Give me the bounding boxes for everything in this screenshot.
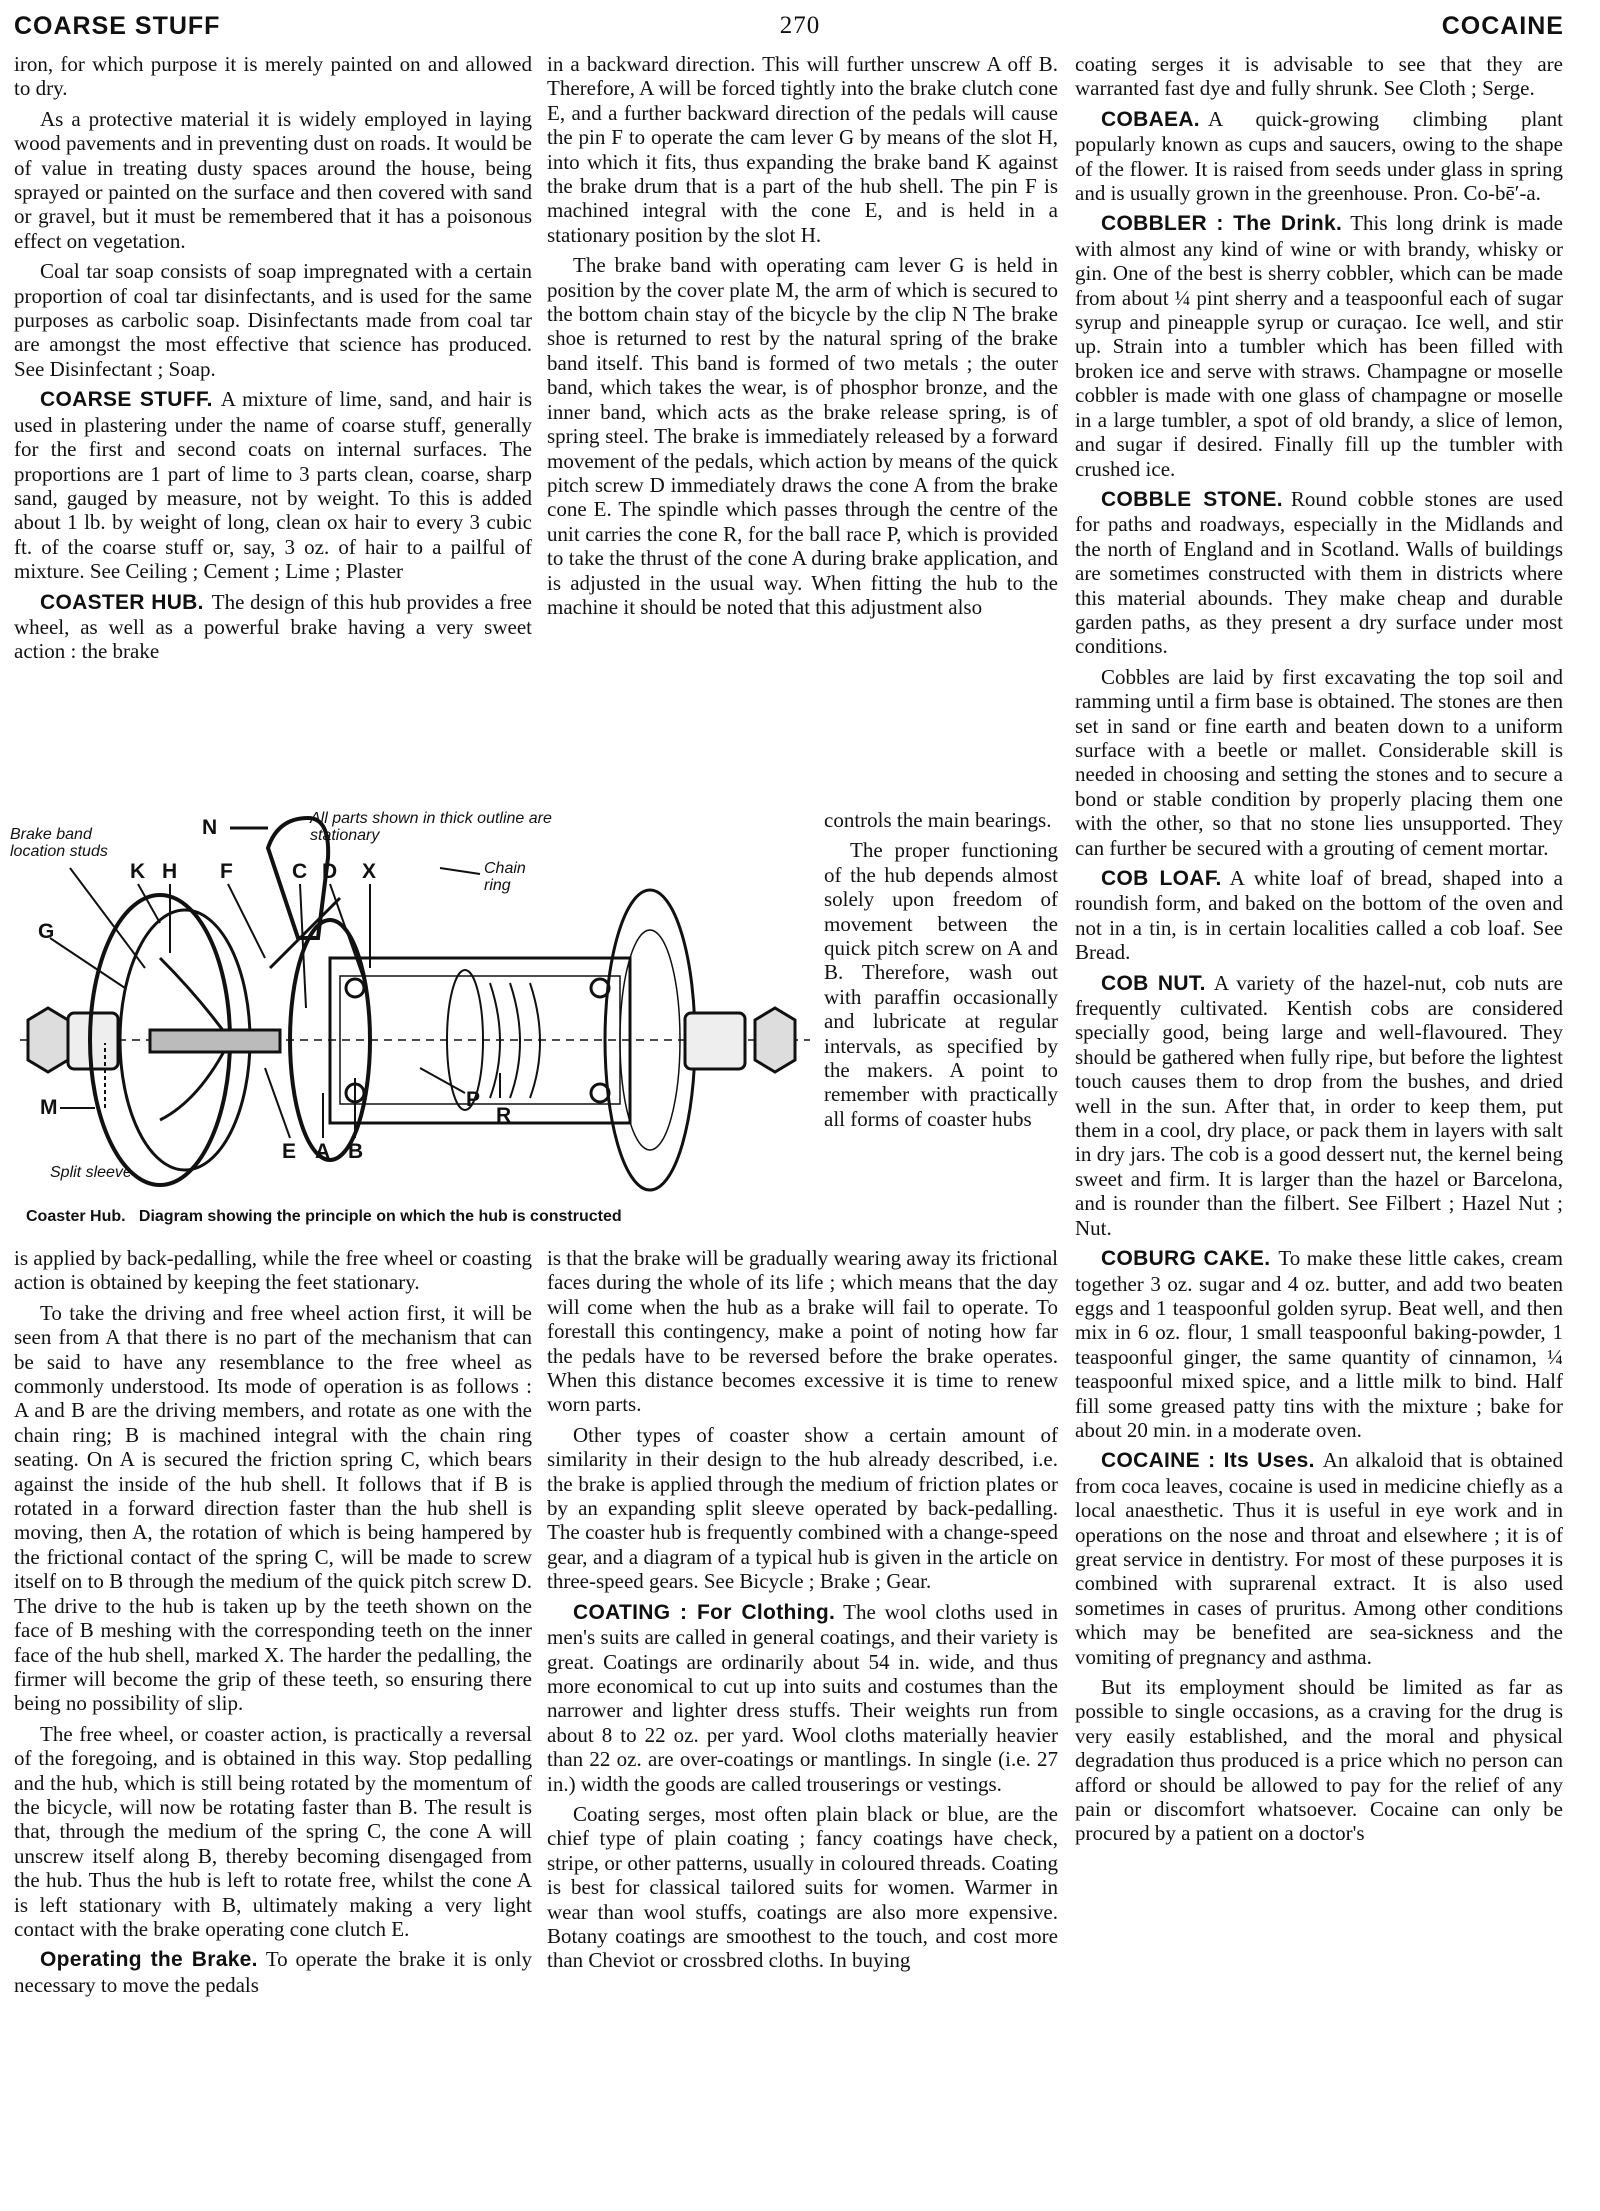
paragraph xyxy=(14,1246,532,1295)
label-B: B xyxy=(348,1140,364,1163)
paragraph-text: Round cobble stones are used for paths and roadways, especially in the Midlands and the north of England and in Scotland. Walls of buildings are sometimes constructed with them in districts where this material abounds. They make cheap and durable garden paths, as they present a dry surface under most conditions. xyxy=(1075,486,1563,659)
label-A: A xyxy=(315,1140,331,1163)
entry-paragraph xyxy=(1075,211,1563,480)
paragraph-text: An alkaloid that is obtained from coca leaves, cocaine is used in medicine chiefly as a local anaesthetic. Thus it is useful in eye work and in operations on the nose and throat and elsewhere ; it is of great service in dentistry. For most of these purposes it is combined with suprarenal extract. It is also used sometimes in cases of pruritus. Among other conditions which may be benefited are sea-sickness and the vomiting of pregnancy and asthma. xyxy=(1075,1448,1563,1669)
figure-caption: Coaster Hub. Diagram showing the principle on which the hub is constructed xyxy=(26,1208,622,1225)
label-R: R xyxy=(496,1104,512,1127)
column-1-top xyxy=(14,52,532,670)
paragraph-text: A white loaf of bread, shaped into a roundish form, and baked on the bottom of the oven and not in a tin, is in certain localities called a cob loaf. See Bread. xyxy=(1075,866,1563,965)
label-D: D xyxy=(322,860,338,883)
entry-heading: COCAINE : Its Uses. xyxy=(1101,1449,1315,1473)
entry-paragraph xyxy=(1075,1448,1563,1669)
paragraph-text: A variety of the hazel-nut, cob nuts are frequently cultivated. Kentish cobs are considered specially good, being large and well-flavoured. They should be gathered when fully ripe, but before the lightest touch causes them to drop from the bushes, and dried well in the sun. After that, in order to keep them, put them in a cool, dry place, or pack them in layers with salt in dry jars. The cob is a good dessert nut, the kernel being sweet and firm. It is larger than the hazel or Barcelona, and is rounder than the filbert. See Filbert ; Hazel Nut ; Nut. xyxy=(1075,970,1563,1240)
entry-heading: Operating the Brake. xyxy=(40,1948,258,1972)
column-3 xyxy=(1075,52,1563,1852)
paragraph xyxy=(547,1246,1058,1417)
paragraph-text: This long drink is made with almost any kind of wine or with brandy, whisky or gin. One of the best is sherry cobbler, which can be made from about ¼ pint sherry and a teaspoonful each of sugar syrup and pineapple syrup or curaçao. Ice well, and stir up. Strain into a tumbler which has been filled with broken ice and serve with straws. Champagne or moselle cobbler is made with one glass of champagne or moselle in a large tumbler, a spot of old brandy, a slice of lemon, and sugar if desired. Finally fill up the tumbler with crushed ice. xyxy=(1075,211,1563,481)
label-G: G xyxy=(38,920,55,943)
paragraph-text: The free wheel, or coaster action, is practically a reversal of the foregoing, and is obtained in this way. Stop pedalling and the hub, which is still being rotated by the momentum of the bicycle, will now be rotating faster than B. The result is that, through the medium of the spring C, the cone A will unscrew itself along B, thereby becoming disengaged from the hub. Thus the hub is left to rotate free, whilst the cone A is left stationary with B, ultimately making a very light contact with the brake operating cone clutch E. xyxy=(14,1721,532,1941)
running-head-left: COARSE STUFF xyxy=(14,12,221,40)
stationary-note: All parts shown in thick outline are stationary xyxy=(310,810,552,844)
entry-heading: COBBLER : The Drink. xyxy=(1101,212,1343,236)
entry-heading: COB LOAF. xyxy=(1101,867,1222,890)
entry-paragraph xyxy=(14,387,532,583)
label-C: C xyxy=(292,860,308,883)
running-head-right: COCAINE xyxy=(1441,12,1564,40)
studs-label: Brake band location studs xyxy=(10,826,108,860)
paragraph xyxy=(14,52,532,101)
paragraph-text: A quick-growing climbing plant popularly known as cups and saucers, owing to the shape of the flower. It is raised from seeds under glass in spring and is usually grown in the greenhouse. Pron. Co-bē′-a. xyxy=(1075,106,1563,206)
column-2-top xyxy=(547,52,1058,625)
paragraph-text: Other types of coaster show a certain amount of similarity in their design to the hub already described, i.e. the brake is applied through the medium of friction plates or by an expanding split sleeve operated by back-pedalling. The coaster hub is frequently combined with a change-speed gear, and a diagram of a typical hub is given in the article on three-speed gears. See Bicycle ; Brake ; Gear. xyxy=(547,1422,1058,1594)
entry-heading: COBAEA. xyxy=(1101,107,1200,131)
paragraph xyxy=(824,808,1058,832)
paragraph-text: The wool cloths used in men's suits are called in general coatings, and their variety is great. Coatings are ordinarily about 54 in. wide, and thus more economical to cut up into suits and costumes than the narrower and lighter dress stuffs. Their weights run from about 8 to 22 oz. per yard. Wool cloths materially heavier than 22 oz. are over-coatings or mantlings. In single (i.e. 27 in.) width the goods are called trouserings or vestings. xyxy=(547,1599,1059,1796)
paragraph xyxy=(14,259,532,381)
entry-heading: COBBLE STONE. xyxy=(1101,487,1283,511)
paragraph-text: To operate the brake it is only necessary to move the pedals xyxy=(14,1947,533,1997)
column-1-bottom xyxy=(14,1246,532,2003)
paragraph-text: Cobbles are laid by first excavating the top soil and ramming until a firm base is obtained. The stones are then set in sand or fine earth and beaten down to a uniform surface with a beetle or mallet. Considerable skill is needed in choosing and setting the stones and to secure a bond or stable condition by properly placing them one with the other, so that no stone lies unsupported. They can further be secured with a grouting of cement mortar. xyxy=(1075,664,1563,860)
entry-heading: COASTER HUB. xyxy=(40,590,204,614)
chain-ring-label: Chain ring xyxy=(484,860,526,894)
entry-paragraph xyxy=(547,1600,1058,1796)
paragraph-text: controls the main bearings. xyxy=(824,808,1052,832)
paragraph-text: A mixture of lime, sand, and hair is used in plastering under the name of coarse stuff, generally for the first and second coats on internal surfaces. The proportions are 1 part of lime to 3 parts clean, coarse, sharp sand, gauged by measure, not by weight. To this is added about 1 lb. by weight of long, clean ox hair to every 3 cubic ft. of the coarse stuff or, say, 3 oz. of hair to a pailful of mixture. See Ceiling ; Cement ; Lime ; Plaster xyxy=(14,387,532,584)
paragraph-text: is applied by back-pedalling, while the free wheel or coasting action is obtained by keeping the feet stationary. xyxy=(14,1246,532,1295)
paragraph xyxy=(1075,1675,1563,1846)
label-K: K xyxy=(130,860,146,883)
entry-paragraph xyxy=(1075,487,1563,659)
paragraph xyxy=(547,253,1058,619)
paragraph-text: The proper functioning of the hub depends almost solely upon freedom of movement between the quick pitch screw on A and B. Therefore, wash out with paraffin occasionally and lubricate at regular intervals, as specified by the makers. A point to remember with practically all forms of coaster hubs xyxy=(824,838,1058,1131)
paragraph xyxy=(547,1423,1058,1594)
label-M: M xyxy=(40,1096,58,1119)
entry-paragraph xyxy=(1075,107,1563,206)
entry-heading: COBURG CAKE. xyxy=(1101,1247,1271,1271)
label-N: N xyxy=(202,816,218,839)
paragraph-text: As a protective material it is widely employed in laying wood pavements and in preventing dust on roads. It would be of value in treating dusty spaces around the house, being sprayed or painted on the surface and then covered with sand or gravel, but it must be remembered that it has a poisonous effect on vegetation. xyxy=(14,106,532,253)
paragraph-text: Coal tar soap consists of soap impregnated with a certain proportion of coal tar disinfectants, and is used for the same purposes as carbolic soap. Disinfectants made from coal tar are amongst the most effective that science has produced. See Disinfectant ; Soap. xyxy=(14,259,532,381)
paragraph xyxy=(547,1802,1058,1973)
paragraph xyxy=(14,1722,532,1942)
paragraph-text: The design of this hub provides a free wheel, as well as a powerful brake having a very sweet action : the brake xyxy=(14,589,532,664)
label-F: F xyxy=(220,860,233,883)
paragraph xyxy=(547,52,1058,247)
coaster-hub-figure xyxy=(10,808,815,1240)
page-number: 270 xyxy=(779,12,821,39)
entry-heading: COARSE STUFF. xyxy=(40,388,213,412)
paragraph-text: iron, for which purpose it is merely painted on and allowed to dry. xyxy=(14,52,532,101)
paragraph-text: coating serges it is advisable to see that they are warranted fast dye and fully shrunk. See Cloth ; Serge. xyxy=(1075,52,1563,101)
paragraph xyxy=(14,107,532,253)
entry-paragraph xyxy=(1075,866,1563,965)
paragraph-text: Coating serges, most often plain black or blue, are the chief type of plain coating ; fancy coatings have check, stripe, or other patterns, usually in coloured threads. Coating is best for classical tailored suits for women. Warmer in wear than wool stuffs, coatings are also more expensive. Botany coatings are smoothest to the touch, and cost more than Cheviot or crossbred cloths. In buying xyxy=(547,1801,1058,1973)
paragraph-text: But its employment should be limited as far as possible to single occasions, as a craving for the drug is very easily established, and the moral and physical degradation thus produced is a price which no person can afford or should be allowed to pay for the relief of any pain or discomfort whatsoever. Cocaine can only be procured by a patient on a doctor's xyxy=(1075,1675,1563,1846)
paragraph-text: in a backward direction. This will further unscrew A off B. Therefore, A will be forced tightly into the brake clutch cone E, and a further backward direction of the pedals will cause the pin F to operate the cam lever G by means of the slot H, into which it fits, thus expanding the brake band K against the brake drum that is a part of the hub shell. The pin F is machined integral with the cone E, and is held in a stationary position by the slot H. xyxy=(547,52,1058,247)
entry-paragraph xyxy=(14,590,532,664)
split-sleeve-label: Split sleeve xyxy=(50,1164,132,1181)
entry-heading: COB NUT. xyxy=(1101,971,1206,995)
paragraph xyxy=(14,1301,532,1716)
paragraph-text: To make these little cakes, cream together 3 oz. sugar and 4 oz. butter, and add two beaten eggs and 1 teaspoonful golden syrup. Beat well, and then mix in 6 oz. flour, 1 small teaspoonful baking-powder, 1 teaspoonful ginger, the same quantity of cinnamon, ¼ teaspoonful mixed spice, and a little milk to bind. Half fill some greased patty tins with the mixture ; bake for about 20 min. in a moderate oven. xyxy=(1075,1246,1564,1442)
entry-paragraph xyxy=(14,1947,532,1997)
entry-heading: COATING : For Clothing. xyxy=(573,1600,836,1624)
entry-paragraph xyxy=(1075,971,1563,1240)
paragraph xyxy=(824,838,1058,1131)
column-2-bottom xyxy=(547,1246,1058,1979)
label-H: H xyxy=(162,860,178,883)
paragraph xyxy=(1075,665,1563,860)
paragraph-text: The brake band with operating cam lever G is held in position by the cover plate M, the arm of which is secured to the bottom chain stay of the bicycle by the clip N The brake shoe is returned to rest by the natural spring of the brake band itself. This band is formed of two metals ; the outer band, which takes the wear, is of phosphor bronze, and the inner band, which acts as the brake release spring, is of spring steel. The brake is immediately released by a forward movement of the pedals, which action by means of the quick pitch screw D immediately draws the cone A from the brake cone E. The spindle which passes through the centre of the unit carries the cone R, for the ball race P, which is provided to take the thrust of the cone A during brake application, and is adjusted in the usual way. When fitting the hub to the machine it should be noted that this adjustment also xyxy=(547,253,1058,619)
paragraph xyxy=(1075,52,1563,101)
paragraph-text: To take the driving and free wheel action first, it will be seen from A that there is no part of the mechanism that can be said to have any resemblance to the free wheel as commonly understood. Its mode of operation is as follows : A and B are the driving members, and rotate as one with the chain ring; B is machined integral with the chain ring seating. On A is secured the friction spring C, which bears against the inside of the hub shell. It follows that if B is rotated in a forward direction faster than the hub shell is moving, then A, the rotation of which is being hampered by the frictional contact of the spring C, will be made to screw itself on to B through the medium of the quick pitch screw D. The drive to the hub is taken up by the teeth shown on the face of B meshing with the corresponding teeth on the inner face of the hub shell, marked X. The harder the pedalling, the firmer will become the grip of these teeth, so ensuring there being no possibility of slip. xyxy=(14,1300,532,1716)
label-X: X xyxy=(362,860,377,883)
paragraph-text: is that the brake will be gradually wearing away its frictional faces during the whole of its life ; which means that the day will come when the hub as a brake will fail to operate. To forestall this contingency, make a point of noting how far the pedals have to be reversed before the brake operates. When this distance becomes excessive it is time to renew worn parts. xyxy=(547,1246,1058,1417)
label-P: P xyxy=(466,1088,481,1111)
label-E: E xyxy=(282,1140,297,1163)
entry-paragraph xyxy=(1075,1246,1563,1442)
column-2-narrow xyxy=(824,808,1058,1137)
